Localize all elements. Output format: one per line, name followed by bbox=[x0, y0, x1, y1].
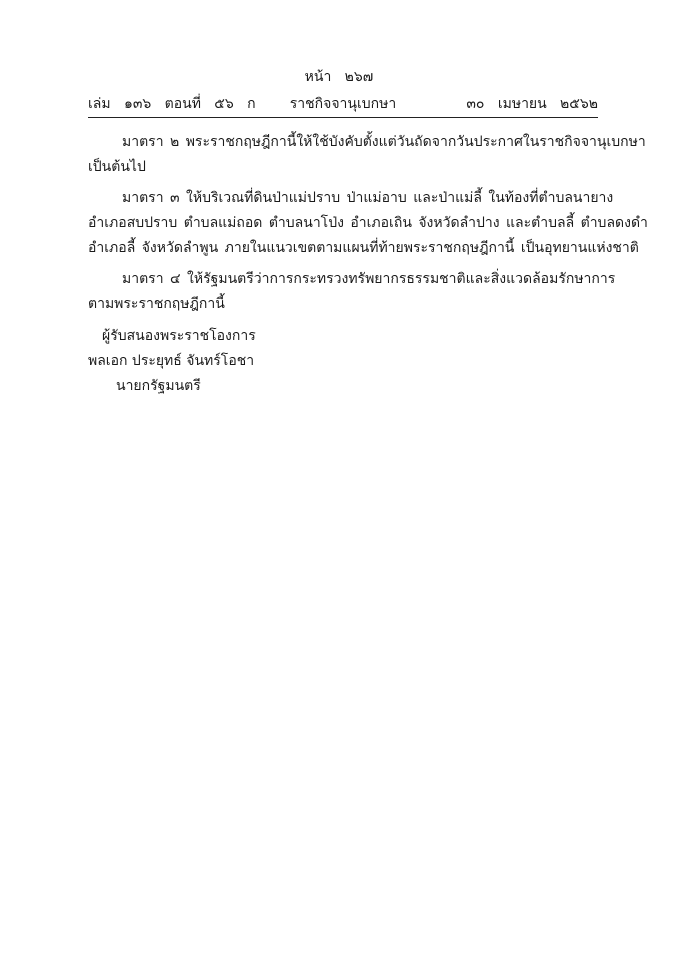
countersign-label: ผู้รับสนองพระราชโองการ bbox=[102, 328, 256, 344]
section-3-line-2: อำเภอสบปราบ ตำบลแม่ถอด ตำบลนาโป่ง อำเภอเถิน จังหวัดลำปาง และตำบลลี้ ตำบลดงดำ bbox=[88, 215, 648, 231]
running-header bbox=[88, 93, 598, 113]
section-4 bbox=[88, 267, 616, 317]
publication-title: ราชกิจจานุเบกษา bbox=[289, 96, 397, 112]
page-number: หน้า ๒๖๗ bbox=[304, 69, 374, 85]
volume-issue: เล่ม ๑๓๖ ตอนที่ ๕๖ ก bbox=[88, 96, 256, 112]
section-3 bbox=[88, 186, 648, 261]
publication-date: ๓๐ เมษายน ๒๕๖๒ bbox=[466, 96, 598, 112]
section-4-line-1: มาตรา ๔ ให้รัฐมนตรีว่าการกระทรวงทรัพยากรธรรมชาติและสิ่งแวดล้อมรักษาการ bbox=[122, 271, 616, 287]
signature-block bbox=[88, 324, 256, 399]
section-3-line-3: อำเภอลี้ จังหวัดลำพูน ภายในแนวเขตตามแผนที่ท้ายพระราชกฤษฎีกานี้ เป็นอุทยานแห่งชาติ bbox=[88, 240, 639, 256]
decree-body bbox=[88, 130, 648, 323]
section-2-line-1: มาตรา ๒ พระราชกฤษฎีกานี้ให้ใช้บังคับตั้งแต่วันถัดจากวันประกาศในราชกิจจานุเบกษา bbox=[122, 134, 646, 150]
signatory-title: นายกรัฐมนตรี bbox=[116, 378, 201, 394]
header-rule bbox=[88, 117, 598, 118]
signatory-name: พลเอก ประยุทธ์ จันทร์โอชา bbox=[88, 353, 255, 369]
section-3-line-1: มาตรา ๓ ให้บริเวณที่ดินป่าแม่ปราบ ป่าแม่อาบ และป่าแม่ลี้ ในท้องที่ตำบลนายาง bbox=[122, 190, 614, 206]
section-4-line-2: ตามพระราชกฤษฎีกานี้ bbox=[88, 296, 225, 312]
section-2 bbox=[88, 130, 646, 180]
section-2-line-2: เป็นต้นไป bbox=[88, 159, 146, 175]
